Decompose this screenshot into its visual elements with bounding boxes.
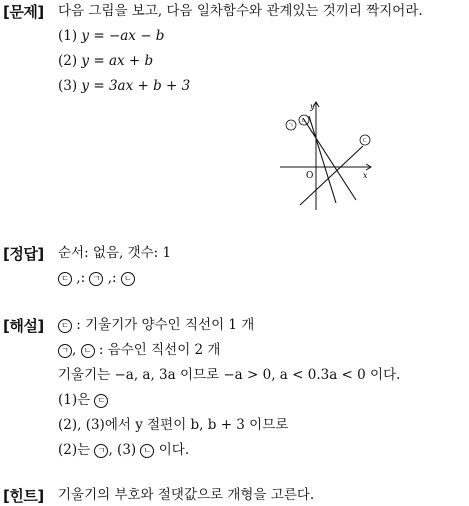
problem-item-1: (1) y = −ax − b [58, 28, 165, 44]
y-axis-label: y [310, 102, 315, 111]
circle-giyeok: ㄱ [94, 444, 108, 458]
svg-text:ㄴ: ㄴ [300, 117, 307, 125]
answer-line-1: 순서: 없음, 갯수: 1 [58, 245, 172, 261]
explanation-line-2: ㄱ , ㄴ : 음수인 직선이 2 개 [58, 341, 220, 359]
origin-label: O [306, 171, 314, 181]
explanation-line-5: (2), (3)에서 y 절편이 b, b + 3 이므로 [58, 417, 289, 433]
graph-label-giyeok [286, 120, 296, 130]
circle-digeut: ㄷ [58, 319, 72, 333]
svg-text:ㄱ: ㄱ [287, 122, 294, 130]
graph-line-giyeok [300, 117, 356, 200]
graph-line-nieun [309, 116, 336, 203]
explanation-line-6: (2)는 ㄱ , (3) ㄴ 이다. [58, 442, 190, 458]
problem-item-3: (3) y = 3ax + b + 3 [58, 78, 191, 94]
circle-digeut: ㄷ [94, 394, 108, 408]
hint-text: 기울기의 부호와 절댓값으로 개형을 고른다. [58, 487, 315, 503]
circle-giyeok: ㄱ [58, 344, 72, 358]
problem-tag: [문제] [3, 3, 44, 21]
circle-giyeok: ㄱ [89, 272, 103, 286]
hint-tag: [힌트] [3, 487, 44, 505]
svg-text:ㄷ: ㄷ [361, 137, 368, 145]
circle-digeut: ㄷ [58, 272, 72, 286]
x-axis-label: x [363, 171, 368, 180]
explanation-line-3: 기울기는 −a, a, 3a 이므로 −a > 0, a < 0.3a < 0 이다. [58, 367, 401, 383]
function-graph [0, 0, 469, 215]
explanation-line-4: (1)은 ㄷ [58, 391, 108, 409]
answer-tag: [정답] [3, 245, 44, 263]
explanation-line-1: ㄷ : 기울기가 양수인 직선이 1 개 [58, 316, 254, 334]
circle-nieun: ㄴ [81, 344, 95, 358]
graph-label-digeut [360, 135, 370, 145]
answer-line-2: ㄷ ,: ㄱ ,: ㄴ [58, 269, 135, 287]
explanation-tag: [해설] [3, 317, 44, 335]
circle-nieun: ㄴ [140, 444, 154, 458]
graph-label-nieun [299, 115, 309, 125]
problem-item-2: (2) y = ax + b [58, 53, 154, 69]
circle-nieun: ㄴ [121, 272, 135, 286]
problem-prompt: 다음 그림을 보고, 다음 일차함수와 관계있는 것끼리 짝지어라. [58, 3, 423, 19]
